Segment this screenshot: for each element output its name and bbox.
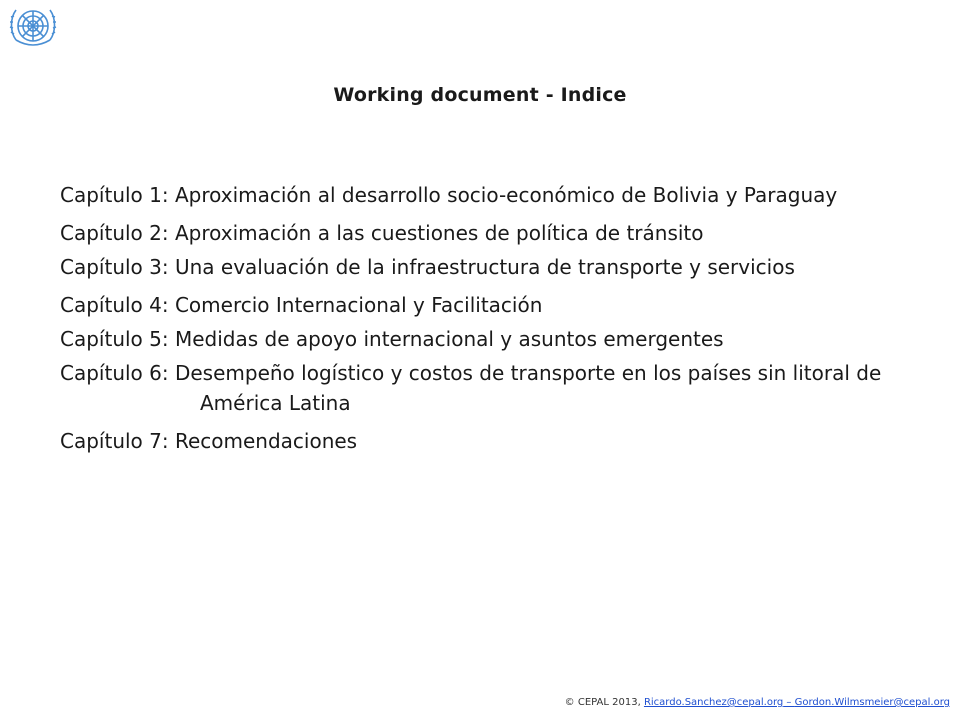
list-item (60, 426, 940, 456)
chapter-text: Comercio Internacional y Facilitación (168, 293, 543, 317)
un-emblem-icon (6, 4, 60, 52)
chapter-text: Recomendaciones (168, 429, 358, 453)
email-link-sanchez[interactable]: Ricardo.Sanchez@cepal.org (643, 697, 784, 708)
list-item (60, 324, 940, 354)
list-item (60, 252, 940, 282)
list-item (60, 358, 940, 418)
chapter-label: Capítulo 6: (60, 361, 169, 385)
footer-separator[interactable]: – (783, 697, 795, 708)
list-item (60, 180, 940, 210)
chapter-label: Capítulo 7: (60, 429, 169, 453)
list-item (60, 218, 940, 248)
chapter-label: Capítulo 5: (60, 327, 169, 351)
chapter-text: Aproximación al desarrollo socio-económico de Bolivia y Paraguay (168, 183, 838, 207)
chapter-list (60, 180, 940, 464)
chapter-label: Capítulo 3: (60, 255, 169, 279)
chapter-text: Aproximación a las cuestiones de política de tránsito (168, 221, 704, 245)
footer-copyright: © CEPAL 2013, (564, 697, 644, 708)
chapter-label: Capítulo 1: (60, 183, 169, 207)
email-link-wilmsmeier[interactable]: Gordon.Wilmsmeier@cepal.org (794, 697, 950, 708)
chapter-text: Medidas de apoyo internacional y asuntos emergentes (168, 327, 724, 351)
chapter-label: Capítulo 2: (60, 221, 169, 245)
page-title: Working document - Indice (333, 84, 627, 106)
chapter-text: Desempeño logístico y costos de transporte en los países sin litoral de América Latina (168, 361, 882, 415)
list-item (60, 290, 940, 320)
chapter-text: Una evaluación de la infraestructura de transporte y servicios (168, 255, 795, 279)
chapter-label: Capítulo 4: (60, 293, 169, 317)
footer-credits (565, 697, 950, 708)
